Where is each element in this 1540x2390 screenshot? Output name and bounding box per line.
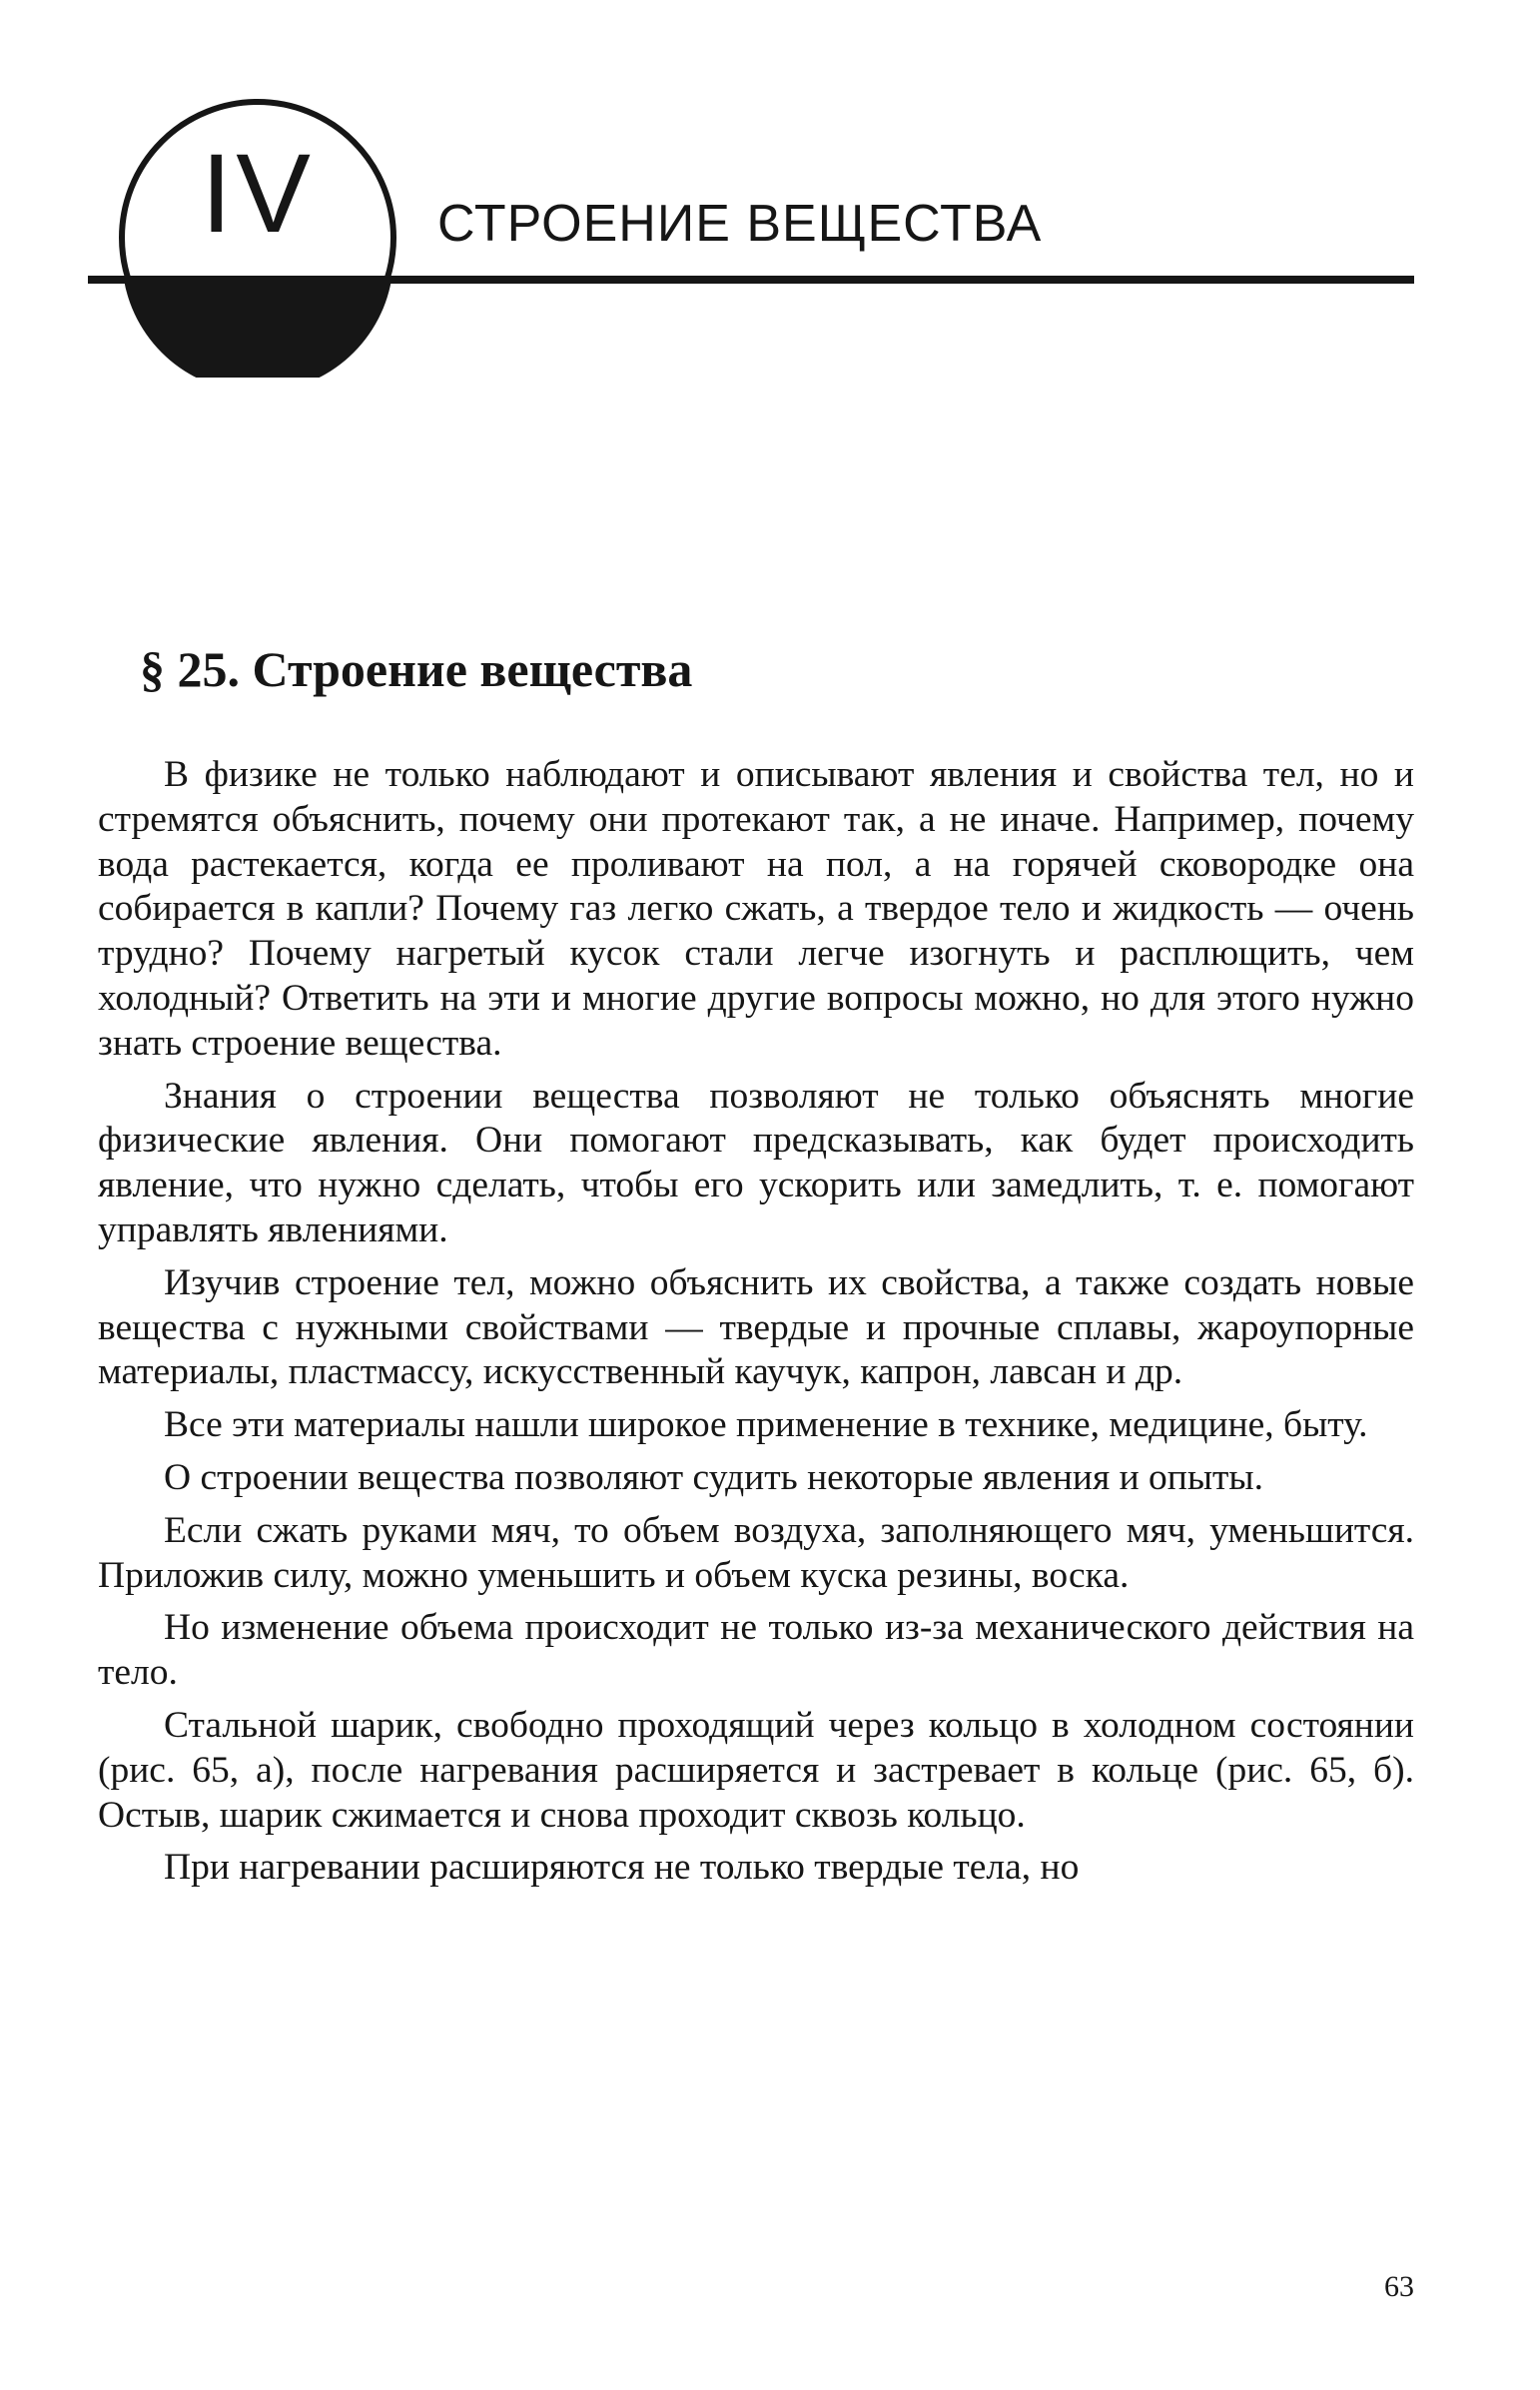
- chapter-header: [0, 0, 1540, 380]
- page-number: 63: [1384, 2270, 1414, 2303]
- paragraph: Если сжать руками мяч, то объем воздуха, заполняющего мяч, уменьшится. Приложив силу, можно уменьшить и объем куска резины, воска.: [98, 1509, 1414, 1596]
- paragraph: Все эти материалы нашли широкое применение в технике, медицине, быту.: [164, 1404, 1368, 1446]
- paragraph: О строении вещества позволяют судить некоторые явления и опыты.: [164, 1456, 1263, 1498]
- paragraph: Но изменение объема происходит не только из-за механического действия на тело.: [98, 1607, 1414, 1694]
- paragraph: Стальной шарик, свободно проходящий через кольцо в холодном состоянии (рис. 65, а), после нагревания расширяется и застревает в кольце (рис. 65, б). Остыв, шарик сжимается и снова проходит сквозь кольцо.: [98, 1704, 1414, 1836]
- chapter-rule: [88, 276, 1414, 284]
- paragraph: При нагревании расширяются не только твердые тела, но: [164, 1847, 1080, 1889]
- paragraph: В физике не только наблюдают и описывают явления и свойства тел, но и стремятся объяснить, почему они протекают так, а не иначе. Например, почему вода растекается, когда ее проливают на пол, а на горячей сковородке она собирается в капли? Почему газ легко сжать, а твердое тело и жидкость — очень трудно? Почему нагретый кусок стали легче изогнуть и расплющить, чем холодный? Ответить на эти и многие другие вопросы можно, но для этого нужно знать строение вещества.: [98, 754, 1414, 1064]
- paragraph: Знания о строении вещества позволяют не только объяснять многие физические явления. Они помогают предсказывать, как будет происходить явление, что нужно сделать, чтобы его ускорить или замедлить, т. е. помогают управлять явлениями.: [98, 1075, 1414, 1250]
- paragraph: Изучив строение тел, можно объяснить их свойства, а также создать новые вещества с нужными свойствами — твердые и прочные сплавы, жароупорные материалы, пластмассу, искусственный каучук, капрон, лавсан и др.: [98, 1261, 1414, 1393]
- chapter-numeral: IV: [201, 131, 315, 256]
- section-heading: § 25. Строение вещества: [140, 641, 693, 697]
- chapter-title: СТРОЕНИЕ ВЕЩЕСТВА: [437, 195, 1043, 253]
- chapter-emblem: [118, 98, 397, 378]
- body-text: [98, 753, 1414, 1899]
